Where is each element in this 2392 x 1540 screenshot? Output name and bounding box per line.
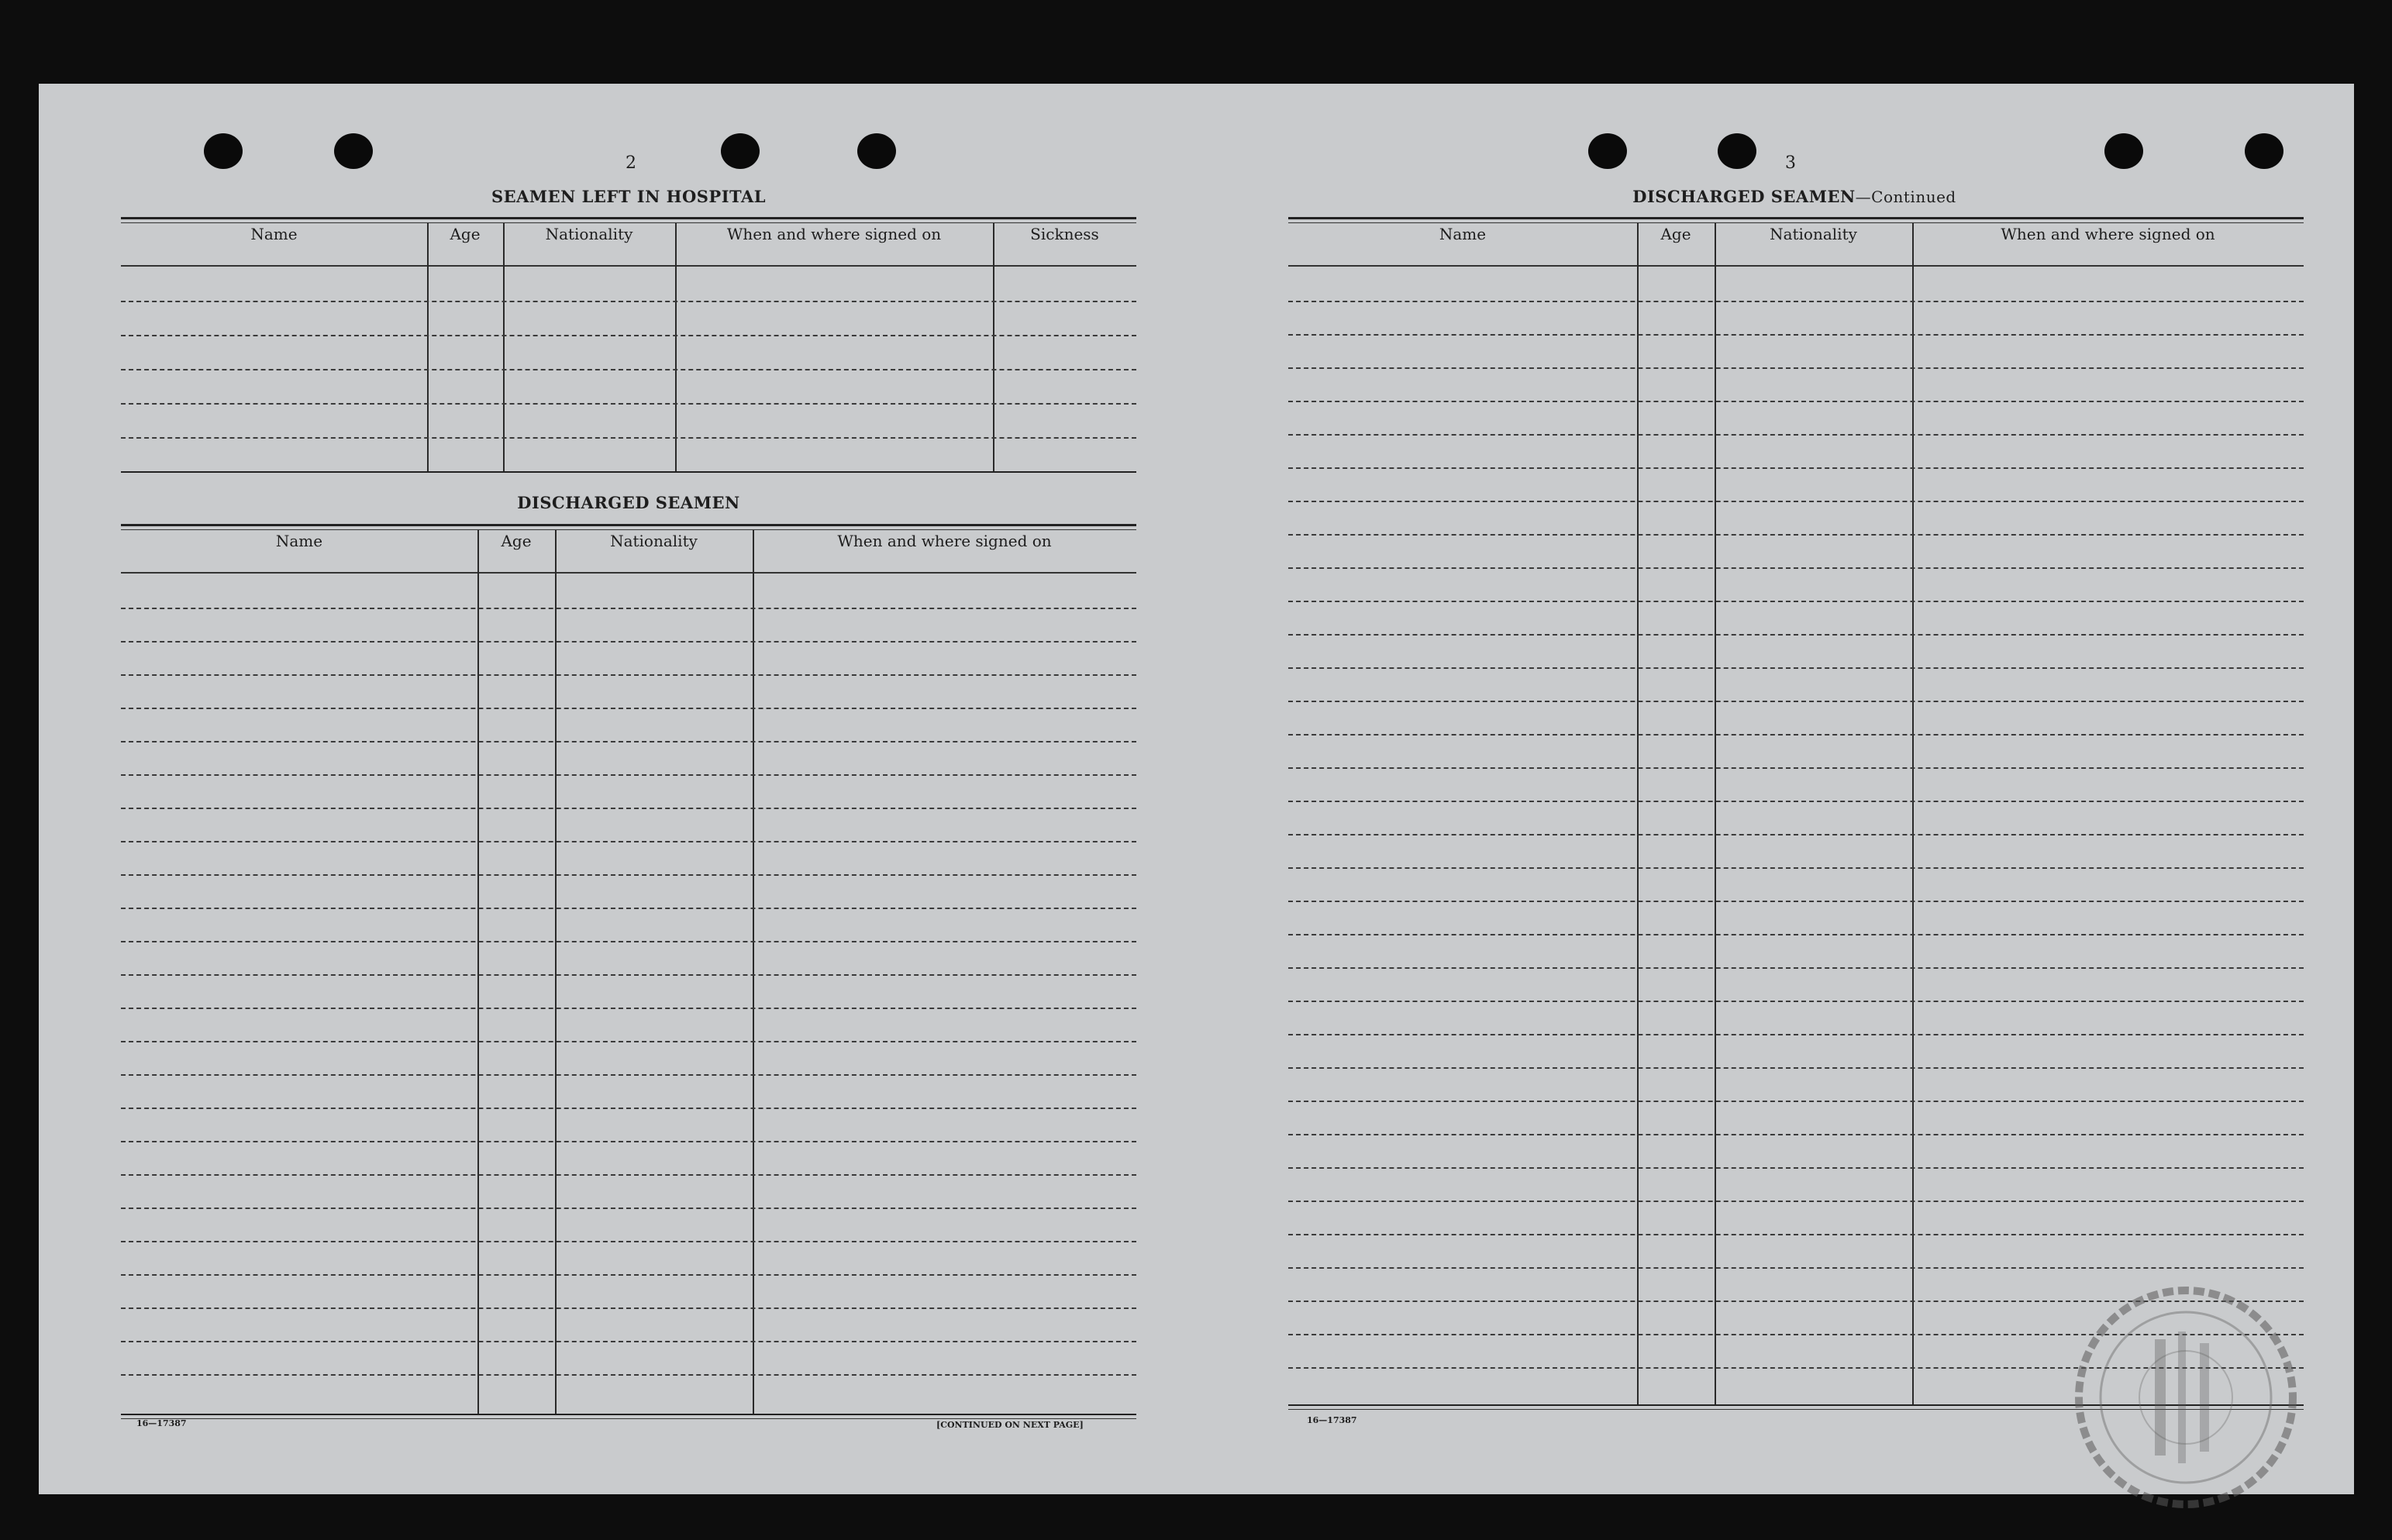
col-header-signed-on: When and where signed on	[2001, 225, 2215, 243]
official-stamp	[2070, 1277, 2302, 1518]
table-row[interactable]	[121, 741, 1136, 742]
table-row[interactable]	[121, 1041, 1136, 1042]
discharged-continued-title	[1287, 187, 2302, 206]
punch-hole	[1588, 133, 1627, 169]
col-header-sickness: Sickness	[1030, 225, 1099, 243]
table-row[interactable]	[1288, 1034, 2304, 1035]
punch-hole	[2245, 133, 2283, 169]
table-row[interactable]	[121, 808, 1136, 809]
punch-hole	[204, 133, 243, 169]
table-row[interactable]	[1288, 1167, 2304, 1169]
page-number-right: 3	[1785, 153, 1796, 173]
table-row[interactable]	[1288, 834, 2304, 835]
table-row[interactable]	[1288, 667, 2304, 669]
table-row[interactable]	[121, 1307, 1136, 1309]
top-rule-thin	[121, 529, 1136, 530]
top-rule	[121, 524, 1136, 526]
col-header-nationality: Nationality	[610, 532, 698, 550]
table-row[interactable]	[1288, 501, 2304, 502]
table-row[interactable]	[1288, 934, 2304, 935]
table-row[interactable]	[121, 1241, 1136, 1242]
col-header-signed-on: When and where signed on	[837, 532, 1052, 550]
table-row[interactable]	[1288, 367, 2304, 369]
table-row[interactable]	[121, 369, 1136, 370]
table-row[interactable]	[121, 908, 1136, 909]
col-header-nationality: Nationality	[1770, 225, 1857, 243]
col-header-age: Age	[1660, 225, 1691, 243]
table-row[interactable]	[121, 841, 1136, 842]
table-row[interactable]	[1288, 1134, 2304, 1135]
table-row[interactable]	[1288, 567, 2304, 569]
table-row[interactable]	[121, 1341, 1136, 1342]
table-row[interactable]	[1288, 1201, 2304, 1202]
column-divider	[427, 223, 429, 473]
column-divider	[993, 223, 994, 473]
table-row[interactable]	[121, 708, 1136, 709]
punch-hole	[334, 133, 373, 169]
manifest-sheet	[39, 84, 2354, 1494]
col-header-name: Name	[1439, 225, 1487, 243]
page-number-left: 2	[626, 153, 636, 173]
top-rule-thin	[1288, 222, 2304, 223]
top-rule	[121, 217, 1136, 219]
table-row[interactable]	[121, 1274, 1136, 1276]
table-row[interactable]	[1288, 401, 2304, 402]
table-row[interactable]	[121, 974, 1136, 976]
table-row[interactable]	[1288, 334, 2304, 336]
table-row[interactable]	[121, 335, 1136, 336]
table-row[interactable]	[121, 437, 1136, 439]
col-header-name: Name	[250, 225, 298, 243]
column-divider	[753, 530, 754, 1415]
table-row[interactable]	[1288, 634, 2304, 636]
table-row[interactable]	[1288, 1267, 2304, 1269]
table-row[interactable]	[121, 874, 1136, 876]
column-divider	[555, 530, 557, 1415]
table-row[interactable]	[121, 301, 1136, 302]
column-divider	[477, 530, 479, 1415]
punch-hole	[857, 133, 896, 169]
table-row[interactable]	[1288, 434, 2304, 436]
discharged-table-left	[121, 524, 1136, 1438]
table-row[interactable]	[1288, 767, 2304, 769]
table-row[interactable]	[1288, 901, 2304, 902]
discharged-continued-title-main: DISCHARGED SEAMEN	[1632, 187, 1856, 206]
table-row[interactable]	[121, 1208, 1136, 1209]
header-rule	[121, 265, 1136, 267]
header-rule	[121, 572, 1136, 574]
header-rule	[1288, 265, 2304, 267]
table-row[interactable]	[1288, 967, 2304, 969]
table-row[interactable]	[1288, 301, 2304, 302]
top-rule-thin	[121, 222, 1136, 223]
table-row[interactable]	[121, 1074, 1136, 1076]
table-row[interactable]	[121, 1141, 1136, 1142]
table-row[interactable]	[121, 608, 1136, 609]
table-row[interactable]	[1288, 1067, 2304, 1069]
table-row[interactable]	[1288, 867, 2304, 869]
table-row[interactable]	[1288, 734, 2304, 736]
continued-note: [CONTINUED ON NEXT PAGE]	[936, 1420, 1084, 1430]
col-header-age: Age	[450, 225, 481, 243]
col-header-signed-on: When and where signed on	[726, 225, 942, 243]
discharged-section-title: DISCHARGED SEAMEN	[517, 493, 740, 512]
bottom-rule	[121, 471, 1136, 473]
punch-hole	[2104, 133, 2143, 169]
top-rule	[1288, 217, 2304, 219]
table-row[interactable]	[121, 403, 1136, 405]
bottom-rule-thin	[121, 1418, 1136, 1419]
table-row[interactable]	[1288, 1001, 2304, 1002]
table-row[interactable]	[121, 941, 1136, 942]
discharged-continued-suffix: —Continued	[1855, 188, 1956, 206]
bottom-rule	[121, 1414, 1136, 1415]
table-row[interactable]	[121, 1374, 1136, 1376]
hospital-section-title: SEAMEN LEFT IN HOSPITAL	[491, 187, 767, 206]
table-row[interactable]	[1288, 801, 2304, 802]
col-header-age: Age	[501, 532, 532, 550]
table-row[interactable]	[1288, 534, 2304, 536]
col-header-nationality: Nationality	[545, 225, 633, 243]
table-row[interactable]	[121, 774, 1136, 776]
punch-hole	[721, 133, 760, 169]
form-number-left: 16—17387	[136, 1418, 187, 1428]
table-row[interactable]	[121, 674, 1136, 676]
table-row[interactable]	[121, 1174, 1136, 1176]
form-number-right: 16—17387	[1307, 1415, 1357, 1425]
table-row[interactable]	[1288, 1234, 2304, 1235]
table-row[interactable]	[121, 641, 1136, 643]
punch-hole	[1718, 133, 1756, 169]
discharged-table-right	[1288, 217, 2304, 1426]
table-row[interactable]	[1288, 601, 2304, 602]
table-row[interactable]	[1288, 467, 2304, 469]
table-row[interactable]	[1288, 1101, 2304, 1102]
table-row[interactable]	[1288, 701, 2304, 702]
column-divider	[503, 223, 505, 473]
column-divider	[675, 223, 677, 473]
col-header-name: Name	[275, 532, 323, 550]
table-row[interactable]	[121, 1108, 1136, 1109]
table-row[interactable]	[121, 1008, 1136, 1009]
